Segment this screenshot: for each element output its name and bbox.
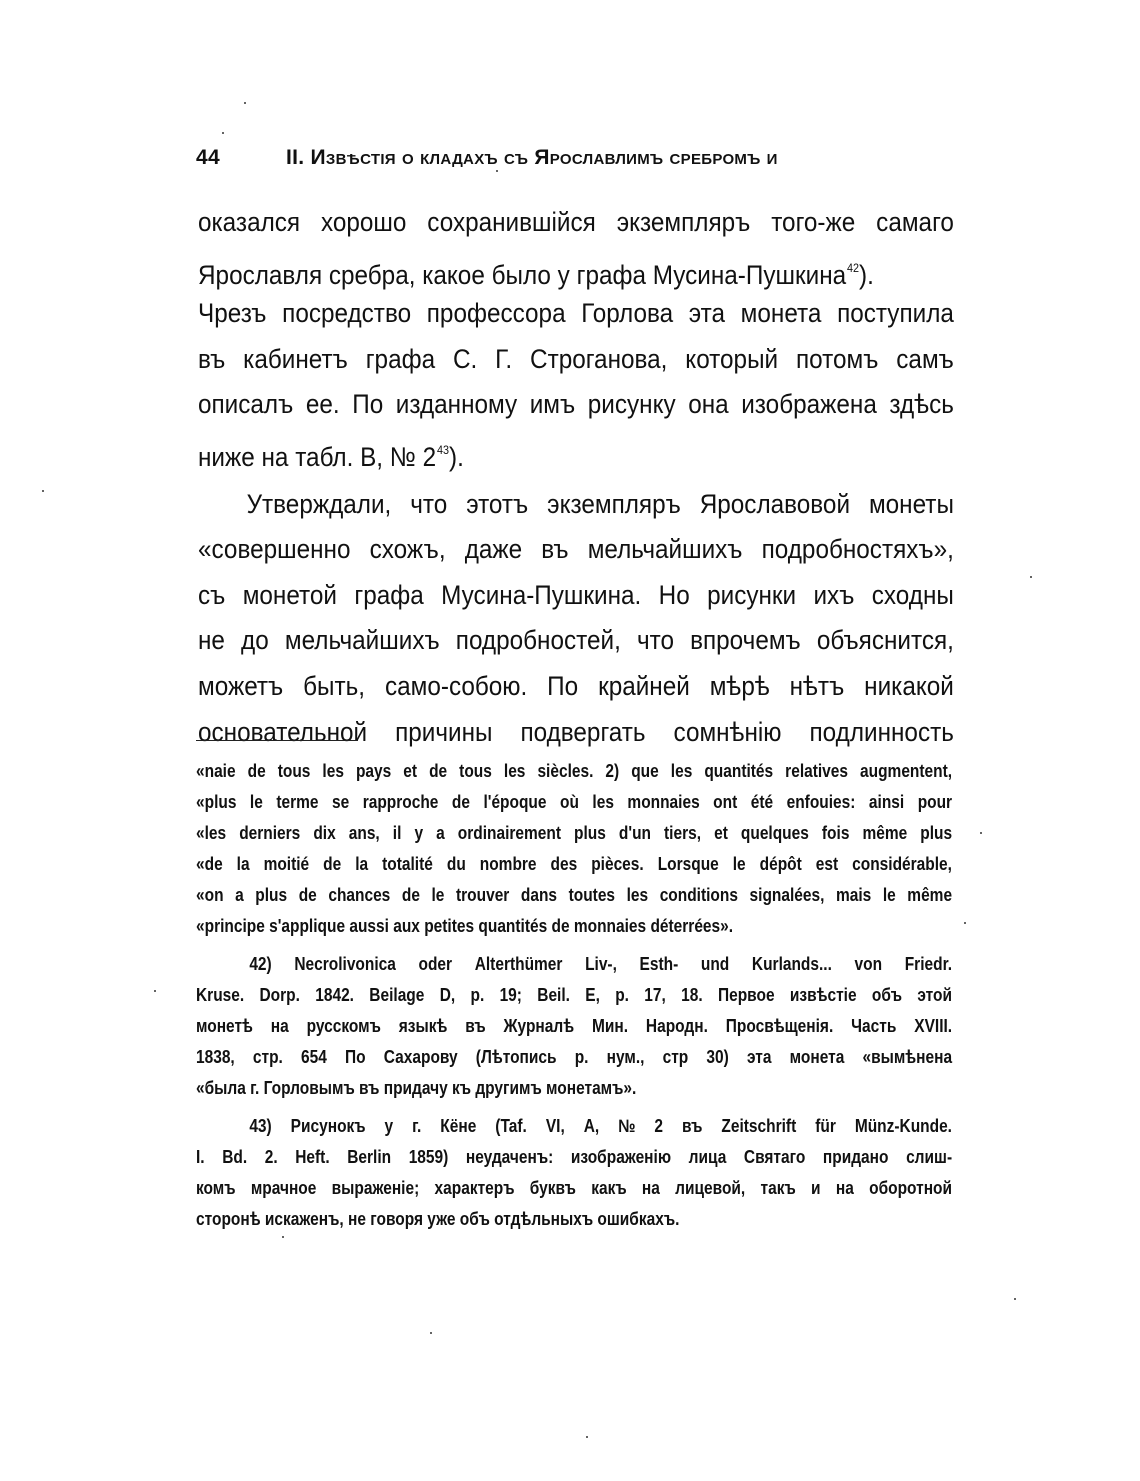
text-line (198, 573, 954, 619)
word: здѣсь (889, 389, 954, 420)
word: rapproche (362, 792, 439, 812)
word: стр. (252, 1047, 283, 1067)
word: Berlin (347, 1147, 392, 1167)
word: на (835, 1178, 854, 1198)
word: considérable, (852, 854, 952, 874)
word: quantités (704, 761, 774, 781)
word: быть, (303, 670, 366, 701)
word: характеръ (434, 1178, 515, 1198)
footnote-separator (196, 740, 358, 741)
word: крайней (598, 670, 690, 701)
word: pour (917, 792, 953, 812)
word: p. (615, 985, 629, 1005)
word: 30) (706, 1047, 729, 1067)
word: Журналѣ (503, 1016, 575, 1036)
word: рисунку (587, 389, 676, 420)
word: Г. (495, 343, 513, 374)
word: графа (365, 343, 436, 374)
word: D, (439, 985, 456, 1005)
footnote-line (196, 849, 952, 880)
word: монетой (242, 579, 338, 610)
word: Beilage (369, 985, 425, 1005)
word: «plus (196, 792, 237, 812)
word: les (322, 761, 344, 781)
word: такъ (760, 1178, 796, 1198)
word: на (270, 1016, 289, 1036)
word: se (331, 792, 350, 812)
word: A, (583, 1116, 600, 1136)
word: какъ (591, 1178, 627, 1198)
word: 18. (681, 985, 703, 1005)
word: 1859) (408, 1147, 449, 1167)
word: подлинность (809, 716, 954, 747)
word: p. (470, 985, 485, 1005)
word: рисунки (707, 579, 797, 610)
footnote-line (196, 787, 952, 818)
word: les (592, 792, 614, 812)
footnote-ref-42: 42 (847, 260, 860, 275)
word: монета (740, 298, 822, 329)
word: 1842. (315, 985, 354, 1005)
word: la (236, 854, 250, 874)
word: Ярославовой (699, 488, 851, 519)
word: ainsi (868, 792, 905, 812)
running-header (196, 146, 956, 170)
word: 42) (249, 954, 272, 974)
footnote-line (196, 880, 952, 911)
word: nombre (479, 854, 537, 874)
word: moitié (263, 854, 310, 874)
word: даже (464, 534, 523, 565)
word: «совершенно (198, 534, 351, 565)
word: Bd. (222, 1147, 248, 1167)
text-line (198, 382, 954, 428)
text-line (198, 482, 954, 528)
word: По (345, 1047, 366, 1067)
word: même (862, 823, 908, 843)
word: le (249, 792, 263, 812)
word: мѣрѣ (709, 670, 770, 701)
word: Necrolivonica (294, 954, 396, 974)
word: que (631, 761, 659, 781)
word: Beil. (537, 985, 570, 1005)
word: что (410, 488, 448, 519)
word: monnaies (627, 792, 700, 812)
word: посредство (282, 298, 412, 329)
footnote-line: «была г. Горловымъ въ придачу къ другимъ монетамъ». (196, 1078, 637, 1098)
word: эта (746, 1047, 772, 1067)
word: впрочемъ (690, 625, 801, 656)
word: conditions (659, 885, 738, 905)
word: de (323, 854, 342, 874)
word: оказался (198, 207, 301, 237)
word: totalité (382, 854, 433, 874)
word: По (547, 670, 579, 701)
footnote-42 (196, 949, 952, 980)
word: имъ (529, 389, 576, 420)
word: 2) (605, 761, 620, 781)
text-line (198, 710, 954, 756)
word: a (235, 885, 244, 905)
word: Dorp. (259, 985, 300, 1005)
word: г. (412, 1116, 422, 1136)
word: изображенію (570, 1147, 672, 1167)
word: ans, (348, 823, 380, 843)
word: Чрезъ (198, 298, 267, 329)
word: экземпляръ (547, 488, 681, 519)
word: plus (920, 823, 953, 843)
word: (Taf. (495, 1116, 527, 1136)
word: до (241, 625, 269, 656)
page-number: 44 (196, 146, 220, 169)
word: изображена (741, 389, 877, 420)
word: E, (585, 985, 600, 1005)
word: von (854, 954, 883, 974)
word: Сахарову (383, 1047, 458, 1067)
word: l'époque (483, 792, 547, 812)
word: la (355, 854, 369, 874)
word: р. (574, 1047, 589, 1067)
word: того-же (771, 207, 856, 237)
word: de (298, 885, 317, 905)
word: монеты (868, 488, 954, 519)
word: Kurlands... (751, 954, 832, 974)
word: выраженіе; (331, 1178, 420, 1198)
word: Утверждали, (246, 488, 392, 519)
main-text (198, 200, 954, 755)
word: tiers, (664, 823, 702, 843)
word: les (626, 885, 649, 905)
word: toutes (568, 885, 616, 905)
footnotes (196, 756, 952, 1235)
word: terme (276, 792, 319, 812)
word: Liv-, (585, 954, 617, 974)
word: Lorsque (657, 854, 719, 874)
text-line (198, 527, 954, 573)
word: été (750, 792, 774, 812)
word: придано (822, 1147, 889, 1167)
scan-speck (964, 922, 966, 924)
word: dans (520, 885, 558, 905)
word: les (670, 761, 693, 781)
word: même (907, 885, 953, 905)
word: монета (789, 1047, 845, 1067)
word: y (414, 823, 424, 843)
word: chances (328, 885, 391, 905)
word: VI, (545, 1116, 565, 1136)
word: dix (313, 823, 336, 843)
word: нѣтъ (789, 670, 845, 701)
word: Alterthümer (474, 954, 563, 974)
word: pays (355, 761, 392, 781)
word: de (401, 885, 420, 905)
word: Kruse. (196, 985, 245, 1005)
word: du (446, 854, 466, 874)
word: графа (354, 579, 424, 610)
word: мельчайшихъ (284, 625, 440, 656)
word: она (688, 389, 729, 420)
word: С. (452, 343, 478, 374)
word: подробностяхъ», (761, 534, 954, 565)
word: d'un (618, 823, 651, 843)
word: Münz-Kunde. (854, 1116, 952, 1136)
word: Heft. (295, 1147, 330, 1167)
word: Народн. (645, 1016, 708, 1036)
word: По (352, 389, 384, 420)
word: Рисунокъ (290, 1116, 366, 1136)
word: не (198, 625, 225, 656)
word: въ (465, 1016, 486, 1036)
word: комъ (196, 1178, 236, 1198)
word: oder (418, 954, 453, 974)
footnote-line (196, 1173, 952, 1204)
word: никакой (864, 670, 954, 701)
word: augmentent, (860, 761, 953, 781)
footnote-line: «principe s'applique aussi aux petites quantités de monnaies déterrées». (196, 916, 734, 936)
word: Friedr. (904, 954, 953, 974)
text-line (198, 664, 954, 710)
word: fois (821, 823, 850, 843)
word: сохранившійся (427, 207, 596, 237)
footnote-ref-43: 43 (437, 442, 450, 457)
word: неудаченъ: (465, 1147, 554, 1167)
word: Первое (717, 985, 775, 1005)
text-line (198, 618, 954, 664)
scan-speck (980, 832, 982, 834)
scan-speck (1014, 1298, 1016, 1300)
word: Esth- (639, 954, 679, 974)
word: извѣстіе (789, 985, 857, 1005)
word: профессора (426, 298, 566, 329)
footnote-line (196, 980, 952, 1011)
word: ее. (305, 389, 340, 420)
scan-speck (586, 1436, 588, 1438)
word: signalées, (749, 885, 825, 905)
word: поступила (837, 298, 954, 329)
text-line-content: Ярославля сребра, какое было у графа Мусина-Пушкина$^{42}$). (198, 259, 874, 290)
word: 2. (264, 1147, 278, 1167)
word: et (714, 823, 728, 843)
word: Горлова (581, 298, 674, 329)
word: языкѣ (398, 1016, 448, 1036)
word: plus (574, 823, 606, 843)
word: enfouies: (786, 792, 856, 812)
scan-speck (1030, 576, 1032, 578)
word: «les (196, 823, 227, 843)
word: нум., (606, 1047, 645, 1067)
word: изданному (395, 389, 518, 420)
word: монетѣ (196, 1016, 253, 1036)
word: 654 (301, 1047, 327, 1067)
word: Zeitschrift (721, 1116, 797, 1136)
word: le (732, 854, 746, 874)
word: основательной (198, 716, 368, 747)
word: лицевой, (675, 1178, 746, 1198)
word: мельчайшихъ (587, 534, 743, 565)
text-line (198, 200, 954, 246)
footnote-line (196, 1011, 952, 1042)
word: Мин. (591, 1016, 629, 1036)
word: derniers (239, 823, 301, 843)
footnote-line (196, 818, 952, 849)
word: «naie (196, 761, 236, 781)
word: pièces. (591, 854, 644, 874)
word: de (451, 792, 470, 812)
word: a (436, 823, 445, 843)
word: на (641, 1178, 660, 1198)
word: 43) (249, 1116, 272, 1136)
word: de (429, 761, 448, 781)
text-line (198, 337, 954, 383)
word: само-собою. (384, 670, 528, 701)
word: эта (688, 298, 726, 329)
text-line (198, 246, 954, 292)
word: самаго (876, 207, 954, 237)
word: Но (658, 579, 690, 610)
scan-speck (222, 132, 224, 134)
text-line (198, 291, 954, 337)
scan-speck (496, 170, 498, 172)
word: XVIII. (914, 1016, 953, 1036)
word: ихъ (813, 579, 855, 610)
word: стр (662, 1047, 689, 1067)
word: въ (682, 1116, 703, 1136)
word: 2 (654, 1116, 664, 1136)
word: 1838, (196, 1047, 235, 1067)
footnote-line (196, 1042, 952, 1073)
word: объ (871, 985, 903, 1005)
word: мрачное (250, 1178, 317, 1198)
word: буквъ (529, 1178, 576, 1198)
word: схожъ, (369, 534, 446, 565)
word: trouver (455, 885, 510, 905)
word: relatives (785, 761, 849, 781)
word: ont (713, 792, 738, 812)
footnote-43 (196, 1111, 952, 1142)
word: und (700, 954, 730, 974)
footnote-line (196, 756, 952, 787)
word: «de (196, 854, 223, 874)
word: mais (835, 885, 872, 905)
word: Кёне (440, 1116, 477, 1136)
word: что (636, 625, 674, 656)
word: dépôt (759, 854, 802, 874)
word: № (618, 1116, 636, 1136)
word: самъ (896, 343, 954, 374)
word: 17, (644, 985, 666, 1005)
word: et (403, 761, 418, 781)
word: «on (196, 885, 224, 905)
word: объяснится, (816, 625, 954, 656)
word: 19; (499, 985, 522, 1005)
word: лица (688, 1147, 727, 1167)
word: les (503, 761, 526, 781)
text-line (198, 428, 954, 474)
footnote-line (196, 1142, 952, 1173)
word: Строганова, (530, 343, 668, 374)
word: потомъ (795, 343, 879, 374)
word: причины (395, 716, 493, 747)
word: Просвѣщенія. (725, 1016, 834, 1036)
word: русскомъ (306, 1016, 381, 1036)
word: слиш- (906, 1147, 953, 1167)
word: I. (196, 1147, 205, 1167)
word: il (392, 823, 402, 843)
word: этотъ (466, 488, 529, 519)
word: который (685, 343, 779, 374)
word: (Лѣтопись (475, 1047, 557, 1067)
word: подвергать (520, 716, 646, 747)
word: le (431, 885, 445, 905)
word: est (815, 854, 839, 874)
word: Часть (851, 1016, 897, 1036)
word: экземпляръ (616, 207, 751, 237)
scan-speck (42, 490, 44, 492)
word: и (811, 1178, 821, 1198)
word: съ (198, 579, 226, 610)
word: ordinairement (457, 823, 562, 843)
word: Святаго (743, 1147, 806, 1167)
word: этой (917, 985, 953, 1005)
word: des (550, 854, 578, 874)
word: у (384, 1116, 394, 1136)
word: сходны (871, 579, 954, 610)
word: подробностей, (455, 625, 621, 656)
word: въ (198, 343, 226, 374)
running-title: II. Извѣстія о кладахъ съ Ярославлимъ сребромъ и (286, 146, 778, 169)
word: описалъ (198, 389, 294, 420)
word: plus (255, 885, 288, 905)
scan-speck (282, 1236, 284, 1238)
footnote-line: сторонѣ искаженъ, не говоря уже объ отдѣльныхъ ошибкахъ. (196, 1209, 680, 1229)
word: хорошо (320, 207, 407, 237)
word: кабинетъ (243, 343, 348, 374)
word: quelques (740, 823, 809, 843)
word: сомнѣнію (673, 716, 782, 747)
text-line-content: ниже на табл. В, № $2^{43}$). (198, 441, 464, 472)
word: für (815, 1116, 836, 1136)
word: tous (277, 761, 311, 781)
word: le (882, 885, 896, 905)
word: où (559, 792, 579, 812)
word: Мусина-Пушкина. (441, 579, 642, 610)
word: можетъ (198, 670, 284, 701)
word: въ (541, 534, 569, 565)
word: «вымѣнена (862, 1047, 953, 1067)
word: tous (459, 761, 492, 781)
scan-speck (154, 990, 156, 992)
word: siècles. (537, 761, 594, 781)
scan-speck (244, 102, 246, 104)
scan-speck (430, 1332, 432, 1334)
word: de (247, 761, 266, 781)
word: оборотной (869, 1178, 953, 1198)
